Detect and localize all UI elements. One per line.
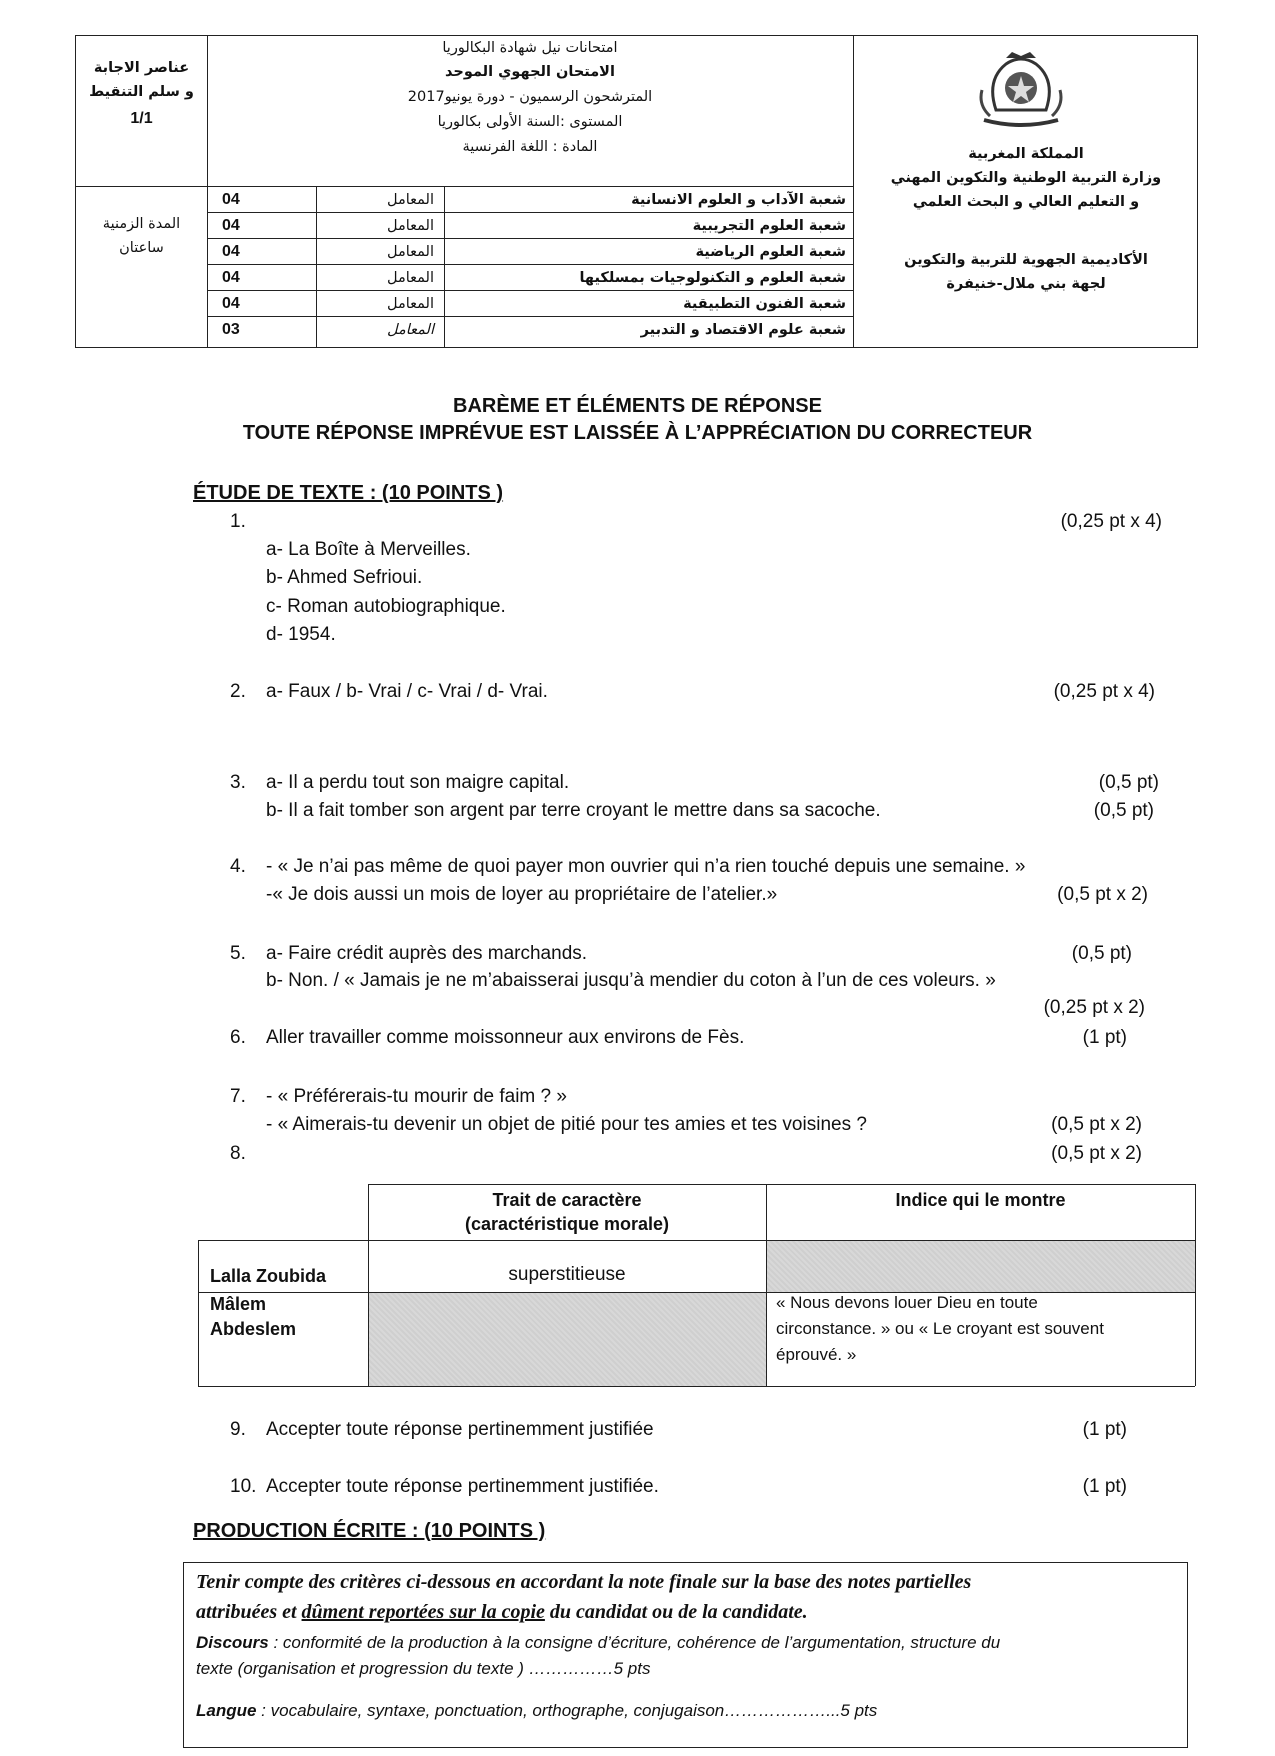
criterion-label: Langue [196, 1701, 257, 1720]
question-points: (0,5 pt) [1098, 772, 1159, 793]
character-table [198, 1184, 1198, 1388]
divider [766, 1184, 767, 1386]
criterion-label: Discours [196, 1633, 269, 1652]
langue-criterion [196, 1701, 877, 1721]
question-points: (0,5 pt x 2) [1051, 1114, 1142, 1135]
answer-text: - « Je n’ai pas même de quoi payer mon ouvrier qui n’a rien touché depuis une semaine. » [266, 856, 1026, 877]
divider [207, 238, 853, 239]
coat-of-arms-icon [976, 50, 1066, 128]
question-number: 4. [230, 856, 246, 877]
divider [1195, 1184, 1196, 1386]
stream-name: شعبة العلوم و التكنولوجيات بمسلكيها [579, 270, 846, 286]
intro-text: attribuées et [196, 1601, 302, 1623]
duration-value: ساعتان [119, 240, 164, 256]
hint-text: « Nous devons louer Dieu en toute [776, 1293, 1038, 1312]
shaded-cell [766, 1240, 1195, 1292]
question-points: (0,5 pt) [1071, 943, 1132, 964]
stream-name: شعبة الفنون التطبيقية [683, 296, 846, 312]
academy-name: الأكاديمية الجهوية للتربية والتكوين [904, 252, 1148, 268]
answer-text: a- Faux / b- Vrai / c- Vrai / d- Vrai. [266, 681, 548, 702]
divider [368, 1184, 1195, 1185]
column-header: Indice qui le montre [895, 1190, 1066, 1210]
kingdom-name: المملكة المغربية [968, 146, 1084, 162]
question-points: (1 pt) [1082, 1419, 1127, 1440]
question-number: 2. [230, 681, 246, 702]
coef-value: 04 [222, 295, 240, 312]
coef-label: المعامل [387, 218, 434, 234]
stream-name: شعبة العلوم الرياضية [695, 244, 846, 260]
question-number: 10. [230, 1476, 257, 1497]
stream-name: شعبة الآداب و العلوم الانسانية [631, 192, 846, 208]
divider [198, 1240, 1195, 1241]
answer-text: a- Il a perdu tout son maigre capital. [266, 772, 570, 793]
coef-value: 04 [222, 269, 240, 286]
section-heading-etude: ÉTUDE DE TEXTE : (10 POINTS ) [193, 482, 504, 504]
page-title: BARÈME ET ÉLÉMENTS DE RÉPONSE [453, 395, 822, 417]
discours-criterion-cont: texte (organisation et progression du texte ) ……………5 pts [196, 1659, 651, 1678]
divider [198, 1240, 199, 1386]
question-points: (1 pt) [1082, 1027, 1127, 1048]
question-number: 1. [230, 511, 246, 532]
divider [207, 36, 208, 347]
answers-label: عناصر الاجابة [93, 60, 190, 76]
exam-level: المستوى :السنة الأولى بكالوريا [437, 114, 623, 130]
criteria-intro-line2 [196, 1601, 808, 1624]
answer-text: Accepter toute réponse pertinemment justifiée [266, 1419, 654, 1440]
answer-item: c- Roman autobiographique. [266, 596, 506, 617]
divider [207, 264, 853, 265]
coef-value: 04 [222, 217, 240, 234]
ministry-name: وزارة التربية الوطنية والتكوين المهني [890, 170, 1162, 186]
grading-label: و سلم التنقيط [89, 84, 194, 100]
intro-text: du candidat ou de la candidate. [544, 1601, 808, 1623]
page-subtitle: TOUTE RÉPONSE IMPRÉVUE EST LAISSÉE À L’APPRÉCIATION DU CORRECTEUR [242, 422, 1033, 444]
coef-label: المعامل [387, 270, 434, 286]
divider [853, 36, 854, 347]
coef-label: المعامل [387, 244, 434, 260]
column-header: Trait de caractère [492, 1190, 642, 1210]
stream-name: شعبة العلوم التجريبية [692, 218, 846, 234]
criteria-intro: Tenir compte des critères ci-dessous en accordant la note finale sur la base des notes partielles [196, 1571, 972, 1593]
coef-label: المعامل [387, 296, 434, 312]
duration-label: المدة الزمنية [102, 216, 181, 232]
header-table [75, 35, 1198, 348]
stream-name: شعبة علوم الاقتصاد و التدبير [640, 322, 846, 338]
answer-text: - « Préférerais-tu mourir de faim ? » [266, 1086, 567, 1107]
question-points: (0,5 pt x 2) [1057, 884, 1148, 905]
hint-text: éprouvé. » [776, 1345, 857, 1364]
criteria-box [183, 1562, 1188, 1748]
question-points: (0,25 pt x 4) [1060, 511, 1162, 532]
exam-title: امتحانات نيل شهادة البكالوريا [442, 40, 618, 56]
coef-value: 04 [222, 191, 240, 208]
answer-text: -« Je dois aussi un mois de loyer au propriétaire de l’atelier.» [266, 884, 778, 905]
question-number: 6. [230, 1027, 246, 1048]
answer-text: Aller travailler comme moissonneur aux environs de Fès. [266, 1027, 745, 1048]
divider [76, 186, 853, 187]
answer-item: a- La Boîte à Merveilles. [266, 539, 471, 560]
exam-type: الامتحان الجهوي الموحد [445, 64, 615, 80]
divider [198, 1292, 1195, 1293]
question-number: 9. [230, 1419, 246, 1440]
question-points: (0,25 pt x 4) [1053, 681, 1155, 702]
question-number: 8. [230, 1143, 246, 1164]
exam-session: المترشحون الرسميون - دورة يونيو2017 [407, 89, 653, 105]
answer-item: b- Ahmed Sefrioui. [266, 567, 423, 588]
page-number: 1/1 [130, 110, 153, 127]
answer-text: a- Faire crédit auprès des marchands. [266, 943, 588, 964]
ministry-name-cont: و التعليم العالي و البحث العلمي [912, 194, 1140, 210]
question-number: 3. [230, 772, 246, 793]
discours-criterion [196, 1633, 1000, 1653]
question-points: (0,5 pt) [1093, 800, 1154, 821]
answer-text: - « Aimerais-tu devenir un objet de pitié pour tes amies et tes voisines ? [266, 1114, 867, 1135]
hint-text: circonstance. » ou « Le croyant est souvent [776, 1319, 1104, 1338]
divider [207, 290, 853, 291]
criterion-text: : conformité de la production à la consigne d’écriture, cohérence de l’argumentation, structure du [268, 1633, 1001, 1652]
shaded-cell [368, 1292, 766, 1386]
trait-value: superstitieuse [508, 1264, 626, 1285]
region-name: لجهة بني ملال-خنيفرة [946, 276, 1106, 292]
answer-item: d- 1954. [266, 624, 336, 645]
question-points: (1 pt) [1082, 1476, 1127, 1497]
exam-subject: المادة : اللغة الفرنسية [462, 139, 598, 155]
criterion-text: : vocabulaire, syntaxe, ponctuation, orthographe, conjugaison………………...5 pts [256, 1701, 878, 1720]
column-header-sub: (caractéristique morale) [464, 1214, 670, 1234]
answer-text: Accepter toute réponse pertinemment justifiée. [266, 1476, 659, 1497]
coef-value: 03 [222, 321, 240, 338]
intro-emphasis: dûment reportées sur la copie [301, 1601, 545, 1623]
question-points: (0,25 pt x 2) [1043, 997, 1145, 1018]
question-number: 5. [230, 943, 246, 964]
answer-text: b- Il a fait tomber son argent par terre croyant le mettre dans sa sacoche. [266, 800, 881, 821]
row-label-cont: Abdeslem [210, 1319, 297, 1339]
coef-label: المعامل [387, 322, 434, 338]
coef-value: 04 [222, 243, 240, 260]
divider [207, 316, 853, 317]
answer-text: b- Non. / « Jamais je ne m’abaisserai jusqu’à mendier du coton à l’un de ces voleurs. » [266, 970, 996, 991]
question-number: 7. [230, 1086, 246, 1107]
question-points: (0,5 pt x 2) [1051, 1143, 1142, 1164]
divider [198, 1386, 1195, 1387]
row-label: Mâlem [210, 1294, 267, 1314]
divider [207, 212, 853, 213]
coef-label: المعامل [387, 192, 434, 208]
section-heading-production: PRODUCTION ÉCRITE : (10 POINTS ) [193, 1520, 546, 1542]
row-label: Lalla Zoubida [210, 1266, 327, 1286]
